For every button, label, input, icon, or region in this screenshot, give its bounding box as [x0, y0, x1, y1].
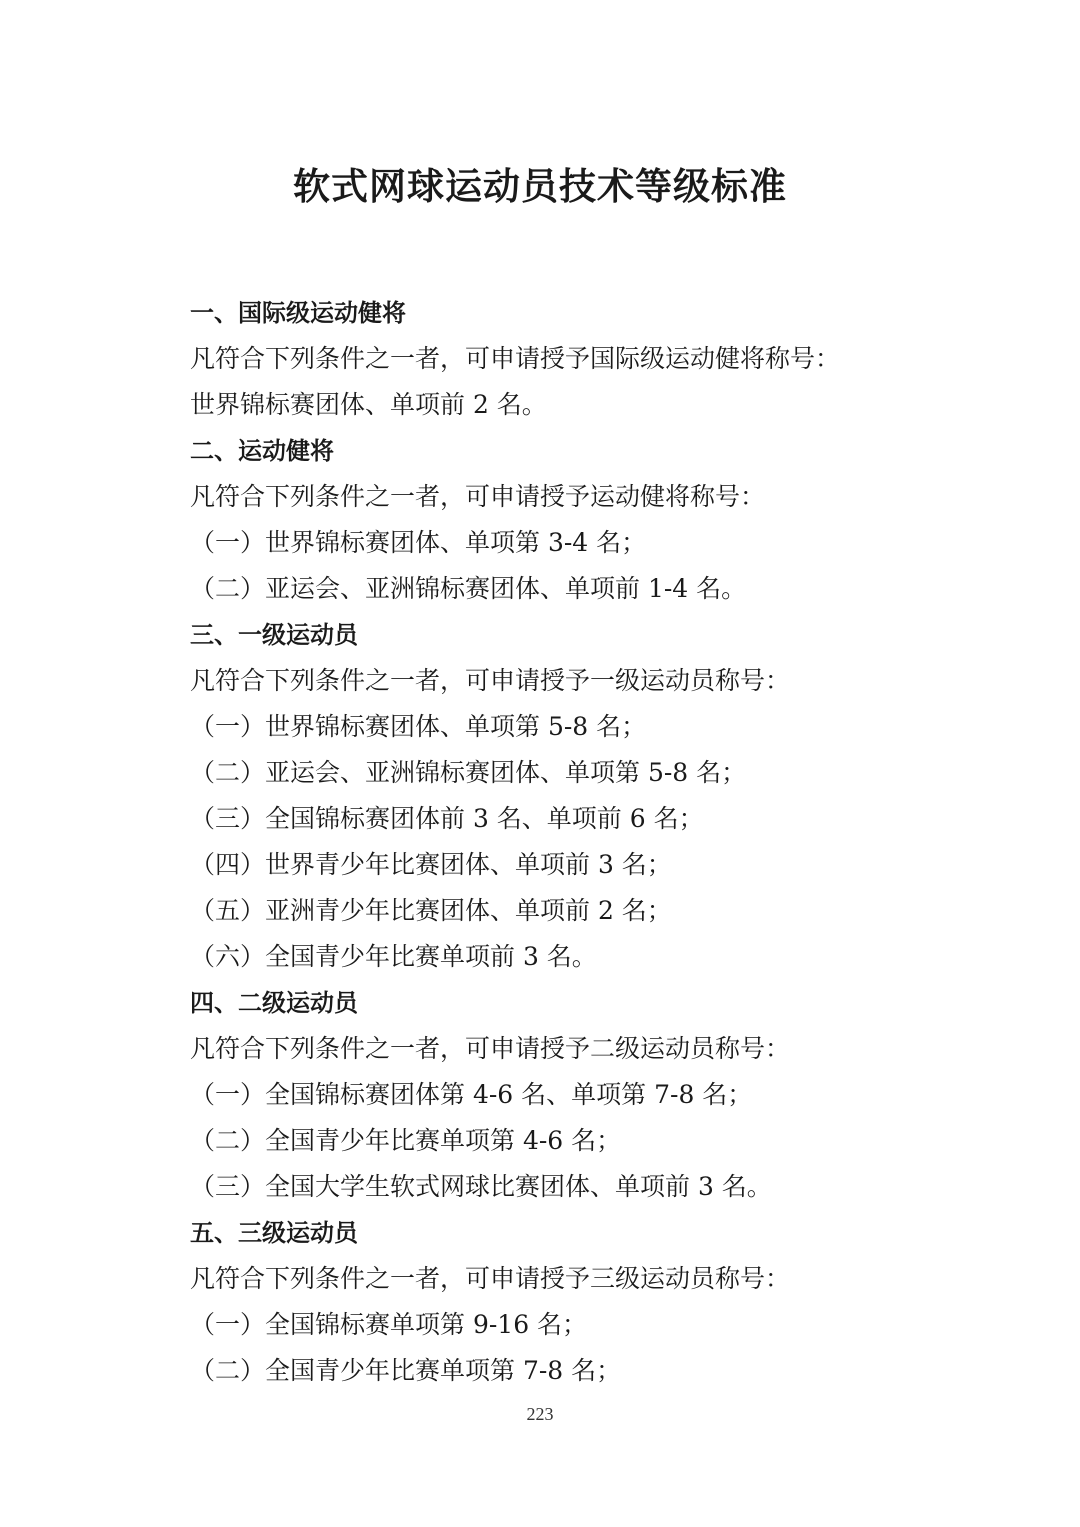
section-heading: 一、国际级运动健将	[190, 299, 406, 327]
section-intro: 凡符合下列条件之一者，可申请授予运动健将称号：	[190, 482, 766, 511]
section-second-class	[190, 980, 1010, 1210]
section-heading: 五、三级运动员	[190, 1219, 358, 1247]
document-body	[190, 290, 1010, 1394]
section-intro: 凡符合下列条件之一者，可申请授予二级运动员称号：	[190, 1034, 791, 1063]
page-title: 软式网球运动员技术等级标准	[293, 164, 787, 208]
list-item: （二）亚运会、亚洲锦标赛团体、单项第 5-8 名；	[190, 758, 747, 787]
section-intro: 凡符合下列条件之一者，可申请授予一级运动员称号：	[190, 666, 791, 695]
list-item: （一）全国锦标赛团体第 4-6 名、单项第 7-8 名；	[190, 1080, 753, 1109]
list-item: （三）全国大学生软式网球比赛团体、单项前 3 名。	[190, 1172, 772, 1201]
section-heading: 三、一级运动员	[190, 621, 358, 649]
section-heading: 二、运动健将	[190, 437, 334, 465]
list-item: （五）亚洲青少年比赛团体、单项前 2 名；	[190, 896, 672, 925]
section-heading: 四、二级运动员	[190, 989, 358, 1017]
list-item: （一）世界锦标赛团体、单项第 5-8 名；	[190, 712, 647, 741]
section-master	[190, 428, 1010, 612]
list-item: （一）世界锦标赛团体、单项第 3-4 名；	[190, 528, 647, 557]
list-item: （一）全国锦标赛单项第 9-16 名；	[190, 1310, 588, 1339]
section-intro: 凡符合下列条件之一者，可申请授予国际级运动健将称号：	[190, 344, 841, 373]
section-third-class	[190, 1210, 1010, 1394]
list-item: 世界锦标赛团体、单项前 2 名。	[190, 390, 547, 419]
page-number: 223	[526, 1404, 554, 1424]
list-item: （六）全国青少年比赛单项前 3 名。	[190, 942, 597, 971]
list-item: （二）全国青少年比赛单项第 7-8 名；	[190, 1356, 622, 1385]
list-item: （二）亚运会、亚洲锦标赛团体、单项前 1-4 名。	[190, 574, 747, 603]
section-first-class	[190, 612, 1010, 980]
list-item: （四）世界青少年比赛团体、单项前 3 名；	[190, 850, 672, 879]
section-intro: 凡符合下列条件之一者，可申请授予三级运动员称号：	[190, 1264, 791, 1293]
section-international-master	[190, 290, 1010, 428]
list-item: （二）全国青少年比赛单项第 4-6 名；	[190, 1126, 622, 1155]
list-item: （三）全国锦标赛团体前 3 名、单项前 6 名；	[190, 804, 704, 833]
